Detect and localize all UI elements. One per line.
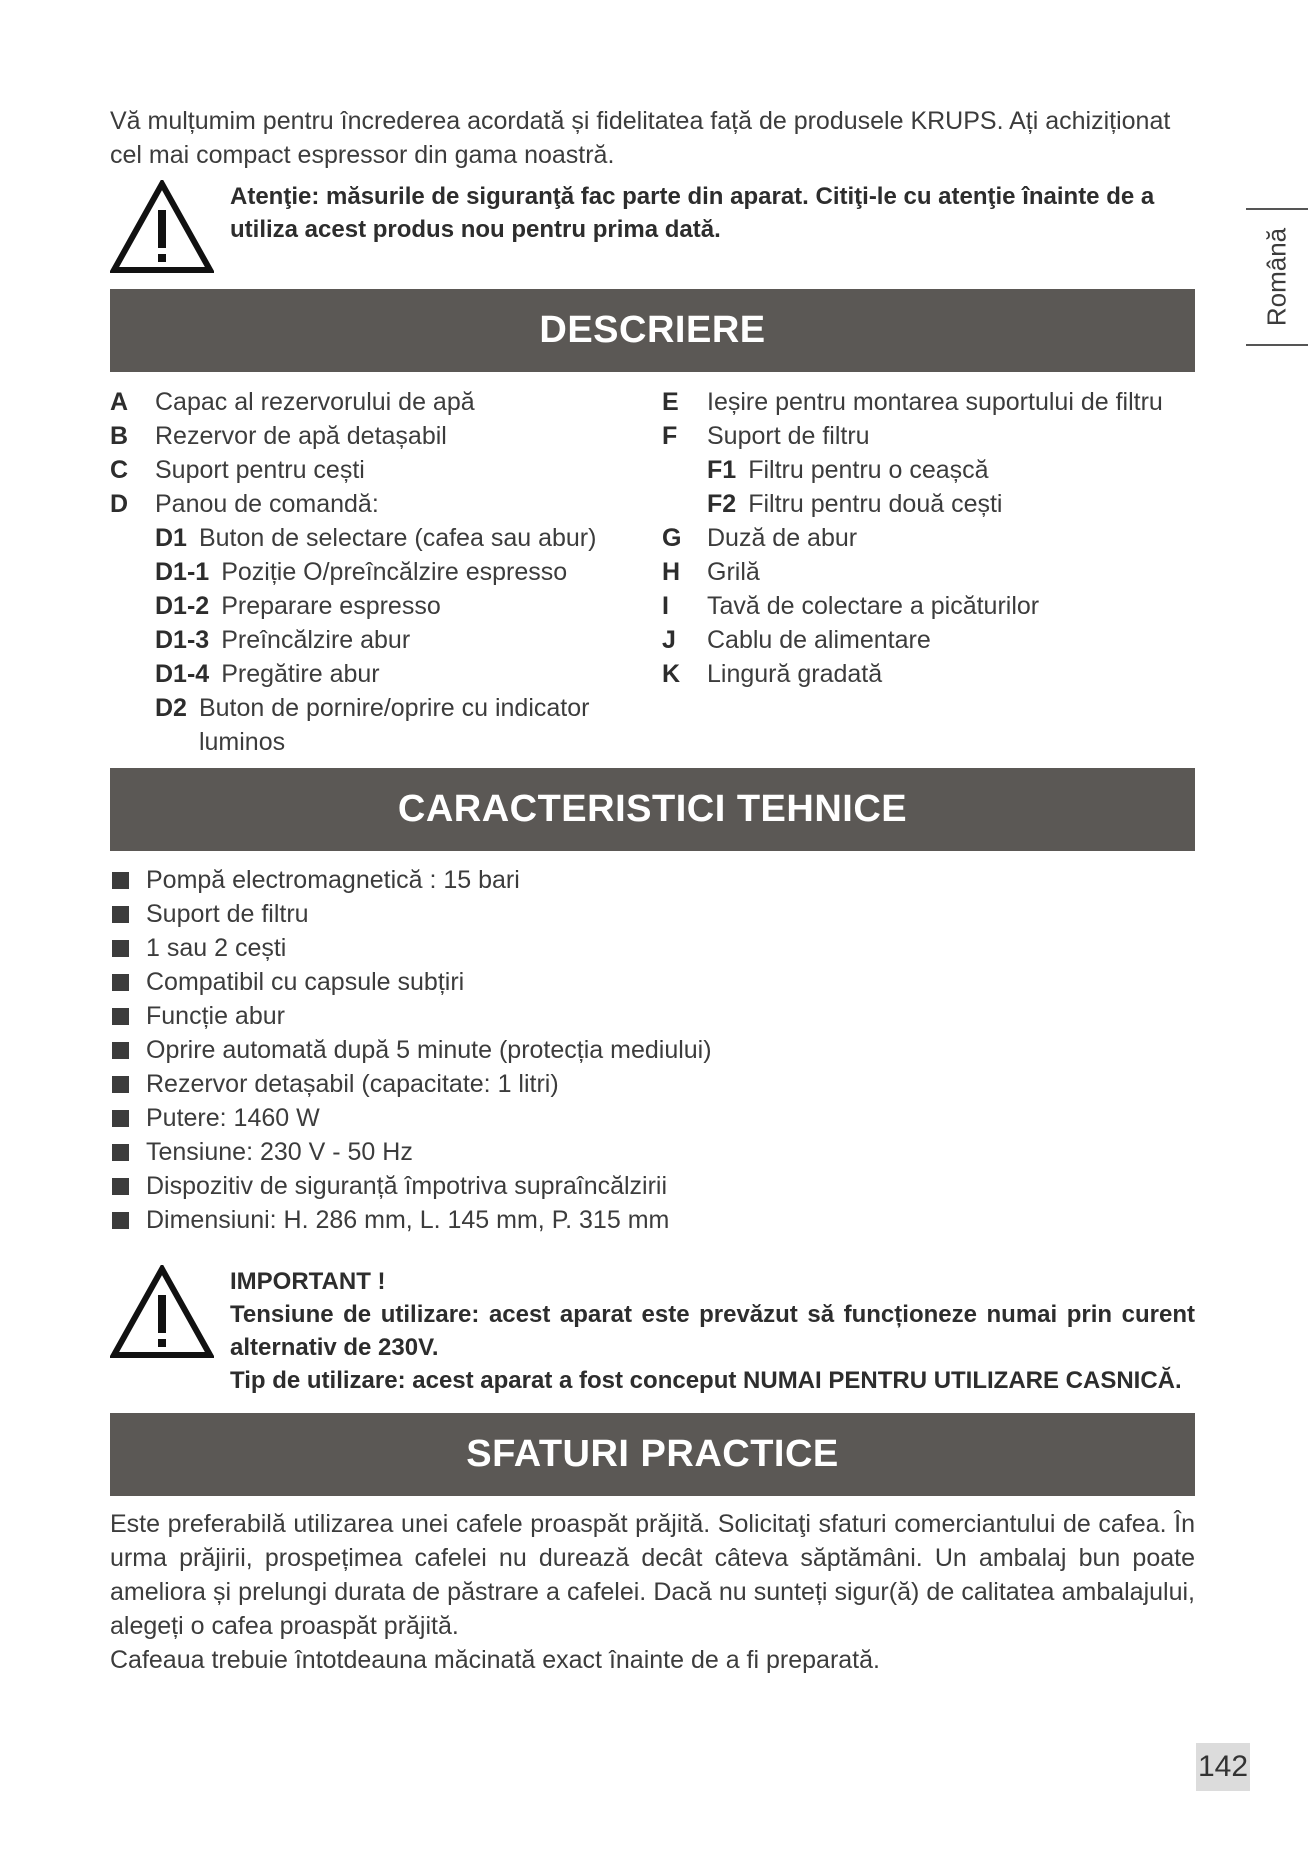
part-code: D1 (155, 524, 187, 552)
part-subitem (110, 657, 650, 691)
part-item (110, 487, 650, 521)
square-bullet-icon (112, 1042, 129, 1059)
part-subitem (662, 487, 1202, 521)
part-code: D2 (155, 694, 187, 722)
part-item (662, 589, 1202, 623)
part-letter: G (662, 524, 682, 552)
spec-item (112, 931, 712, 965)
part-item (662, 419, 1202, 453)
important-usage: Tip de utilizare: acest aparat a fost conceput NUMAI PENTRU UTILIZARE CASNICĂ. (230, 1367, 1182, 1394)
spec-text: Suport de filtru (146, 900, 309, 928)
safety-warning (110, 180, 1195, 280)
spec-item (112, 1169, 712, 1203)
part-letter: C (110, 456, 129, 484)
part-label: Suport pentru cești (155, 456, 365, 484)
spec-item (112, 897, 712, 931)
spec-item (112, 1033, 712, 1067)
section-heading-descriere: DESCRIERE (110, 289, 1195, 372)
warning-triangle-icon (110, 1265, 214, 1359)
spec-text: Tensiune: 230 V - 50 Hz (146, 1138, 413, 1166)
part-letter: B (110, 422, 129, 450)
part-subitem (110, 521, 650, 555)
page-number: 142 (1196, 1743, 1250, 1791)
part-item (662, 385, 1202, 419)
part-subitem (110, 691, 650, 759)
part-letter: D (110, 490, 129, 518)
spec-text: Putere: 1460 W (146, 1104, 320, 1132)
square-bullet-icon (112, 940, 129, 957)
spec-list (112, 863, 712, 1237)
part-label: Preparare espresso (221, 592, 441, 620)
part-item (110, 385, 650, 419)
part-label: Buton de pornire/oprire cu indicator luminos (198, 694, 590, 756)
part-code: D1-2 (155, 592, 210, 620)
part-label: Duză de abur (707, 524, 858, 552)
square-bullet-icon (112, 1212, 129, 1229)
spec-text: Dispozitiv de siguranță împotriva supraîncălzirii (146, 1172, 668, 1200)
part-letter: H (662, 558, 681, 586)
square-bullet-icon (112, 1144, 129, 1161)
spec-item (112, 1101, 712, 1135)
part-subitem (662, 453, 1202, 487)
advice-paragraph: Cafeaua trebuie întotdeauna măcinată exact înainte de a fi preparată. (110, 1646, 880, 1674)
part-label: Tavă de colectare a picăturilor (707, 592, 1040, 620)
part-label: Ieșire pentru montarea suportului de filtru (707, 388, 1163, 416)
important-text (230, 1265, 1195, 1397)
part-label: Grilă (707, 558, 760, 586)
safety-warning-text: Atenţie: măsurile de siguranţă fac parte din aparat. Citiţi-le cu atenţie înainte de a utiliza acest produs nou pentru prima dată. (230, 183, 1155, 243)
part-label: Poziție O/preîncălzire espresso (221, 558, 568, 586)
square-bullet-icon (112, 1076, 129, 1093)
part-item (110, 419, 650, 453)
spec-text: Compatibil cu capsule subțiri (146, 968, 465, 996)
part-label: Pregătire abur (221, 660, 380, 688)
part-label: Suport de filtru (707, 422, 870, 450)
warning-triangle-icon (110, 180, 214, 274)
part-letter: K (662, 660, 681, 688)
part-subitem (110, 623, 650, 657)
part-item (662, 623, 1202, 657)
language-tab (1246, 208, 1308, 346)
part-letter: A (110, 388, 129, 416)
square-bullet-icon (112, 906, 129, 923)
part-label: Capac al rezervorului de apă (155, 388, 475, 416)
spec-text: 1 sau 2 cești (146, 934, 287, 962)
part-letter: I (662, 592, 669, 620)
advice-paragraph: Este preferabilă utilizarea unei cafele proaspăt prăjită. Solicitaţi sfaturi comerciantului de cafea. În urma prăjirii, prospețimea cafelei nu durează decât câteva săptămâni. Un ambalaj bun poate ameliora și prelungi durata de păstrare a cafelei. Dacă nu sunteți sigur(ă) de calitatea ambalajului, alegeți o cafea proaspăt prăjită. (110, 1510, 1195, 1640)
important-notice (110, 1265, 1195, 1405)
part-label: Preîncălzire abur (221, 626, 411, 654)
part-letter: F (662, 422, 678, 450)
part-label: Filtru pentru două cești (748, 490, 1003, 518)
part-label: Panou de comandă: (155, 490, 379, 518)
part-label: Lingură gradată (707, 660, 883, 688)
spec-item (112, 1135, 712, 1169)
important-title: IMPORTANT ! (230, 1268, 386, 1295)
important-voltage: Tensiune de utilizare: acest aparat este prevăzut să funcționeze numai prin curent alternativ de 230V. (230, 1301, 1195, 1361)
intro-text: Vă mulțumim pentru încrederea acordată și fidelitatea față de produsele KRUPS. Ați achiziționat cel mai compact espressor din gama noastră. (110, 107, 1171, 169)
part-code: F2 (707, 490, 737, 518)
part-subitem (110, 555, 650, 589)
spec-item (112, 1067, 712, 1101)
parts-list-right (662, 385, 1202, 691)
square-bullet-icon (112, 872, 129, 889)
part-subitem (110, 589, 650, 623)
parts-list-left (110, 385, 650, 759)
part-code: D1-4 (155, 660, 210, 688)
part-label: Rezervor de apă detașabil (155, 422, 447, 450)
part-item (662, 555, 1202, 589)
part-item (662, 521, 1202, 555)
advice-text (110, 1507, 1195, 1677)
part-item (110, 453, 650, 487)
part-label: Buton de selectare (cafea sau abur) (198, 524, 597, 552)
spec-item (112, 1203, 712, 1237)
language-label: Română (1261, 227, 1292, 327)
square-bullet-icon (112, 1110, 129, 1127)
spec-item (112, 965, 712, 999)
square-bullet-icon (112, 1008, 129, 1025)
part-letter: E (662, 388, 679, 416)
section-heading-sfaturi: SFATURI PRACTICE (110, 1413, 1195, 1496)
part-label: Cablu de alimentare (707, 626, 931, 654)
spec-text: Oprire automată după 5 minute (protecția mediului) (146, 1036, 712, 1064)
part-letter: J (662, 626, 676, 654)
spec-text: Pompă electromagnetică : 15 bari (146, 866, 520, 894)
part-code: D1-3 (155, 626, 210, 654)
spec-text: Funcție abur (146, 1002, 285, 1030)
spec-item (112, 999, 712, 1033)
part-code: D1-1 (155, 558, 210, 586)
square-bullet-icon (112, 974, 129, 991)
part-label: Filtru pentru o ceașcă (748, 456, 989, 484)
spec-text: Rezervor detașabil (capacitate: 1 litri) (146, 1070, 559, 1098)
spec-item (112, 863, 712, 897)
part-code: F1 (707, 456, 737, 484)
spec-text: Dimensiuni: H. 286 mm, L. 145 mm, P. 315 mm (146, 1206, 670, 1234)
part-item (662, 657, 1202, 691)
section-heading-tehnice: CARACTERISTICI TEHNICE (110, 768, 1195, 851)
square-bullet-icon (112, 1178, 129, 1195)
